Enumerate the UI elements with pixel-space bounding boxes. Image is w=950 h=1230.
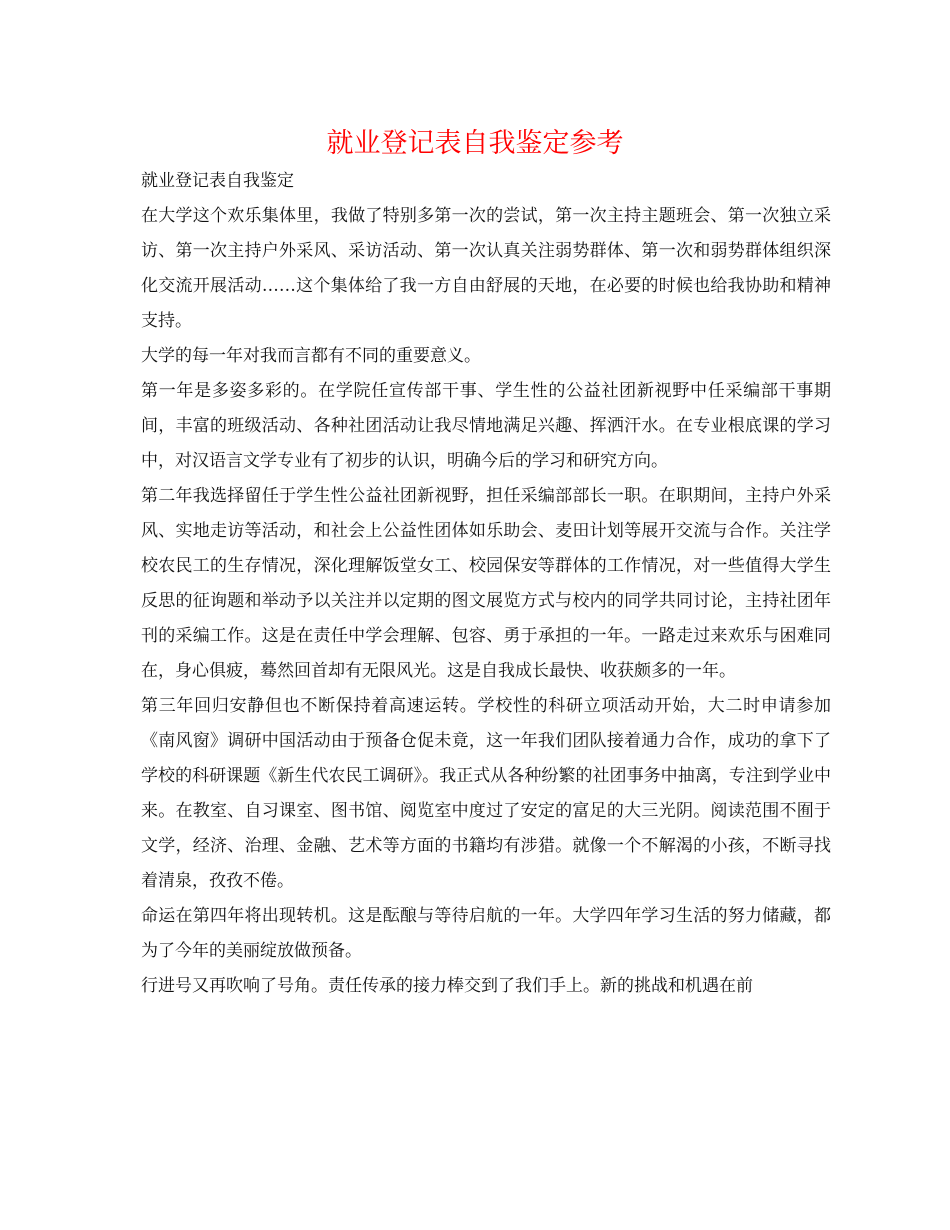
paragraph-second-year: 第二年我选择留任于学生性公益社团新视野，担任采编部部长一职。在职期间，主持户外采风、实地走访等活动，和社会上公益性团体如乐助会、麦田计划等展开交流与合作。关注学校农民工的生存情况，深化理解饭堂女工、校园保安等群体的工作情况，对一些值得大学生反思的征询题和举动予以关注并以定期的图文展览方式与校内的同学共同讨论，主持社团年刊的采编工作。这是在责任中学会理解、包容、勇于承担的一年。一路走过来欢乐与困难同在，身心俱疲，蓦然回首却有无限风光。这是自我成长最快、收获颇多的一年。 (141, 486, 831, 681)
document-body (141, 164, 831, 1004)
paragraph-first-year: 第一年是多姿多彩的。在学院任宣传部干事、学生性的公益社团新视野中任采编部干事期间，丰富的班级活动、各种社团活动让我尽情地满足兴趣、挥洒汗水。在专业根底课的学习中，对汉语言文学专业有了初步的认识，明确今后的学习和研究方向。 (141, 381, 831, 471)
paragraph-fourth-year: 命运在第四年将出现转机。这是酝酿与等待启航的一年。大学四年学习生活的努力储藏，都为了今年的美丽绽放做预备。 (141, 906, 831, 961)
paragraph-meaning: 大学的每一年对我而言都有不同的重要意义。 (141, 346, 481, 366)
paragraph-subtitle: 就业登记表自我鉴定 (141, 171, 294, 191)
document-title: 就业登记表自我鉴定参考 (326, 128, 624, 159)
paragraph-third-year: 第三年回归安静但也不断保持着高速运转。学校性的科研立项活动开始，大二时申请参加《南风窗》调研中国活动由于预备仓促未竟，这一年我们团队接着通力合作，成功的拿下了学校的科研课题《新生代农民工调研》。我正式从各种纷繁的社团事务中抽离，专注到学业中来。在教室、自习课室、图书馆、阅览室中度过了安定的富足的大三光阴。阅读范围不囿于文学，经济、治理、金融、艺术等方面的书籍均有涉猎。就像一个不解渴的小孩，不断寻找着清泉，孜孜不倦。 (141, 696, 831, 891)
paragraph-closing: 行进号又再吹响了号角。责任传承的接力棒交到了我们手上。新的挑战和机遇在前 (141, 976, 753, 996)
paragraph-intro: 在大学这个欢乐集体里，我做了特别多第一次的尝试，第一次主持主题班会、第一次独立采访、第一次主持户外采风、采访活动、第一次认真关注弱势群体、第一次和弱势群体组织深化交流开展活动……这个集体给了我一方自由舒展的天地，在必要的时候也给我协助和精神支持。 (141, 206, 831, 331)
